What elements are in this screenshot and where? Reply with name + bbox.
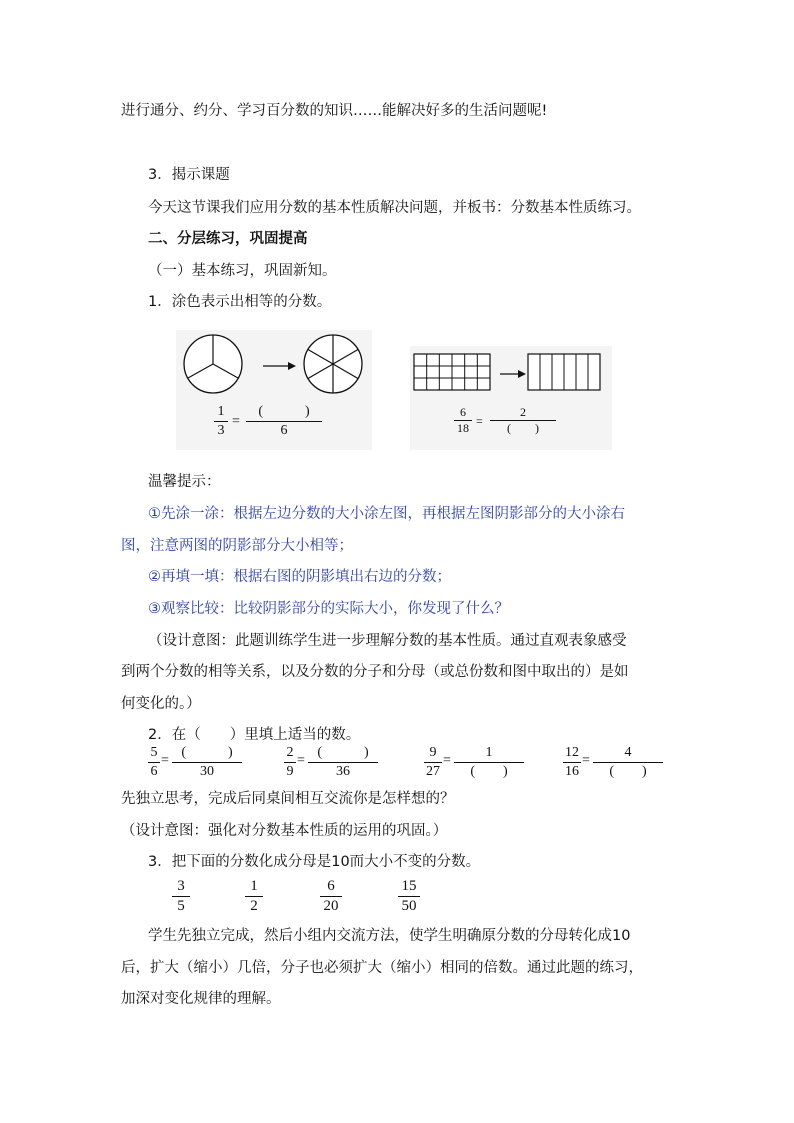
question-title: 3．把下面的分数化成分母是10而大小不变的分数。: [148, 854, 481, 870]
tip-line: 图，注意两图的阴影部分大小相等；: [121, 538, 353, 554]
fraction-item: [398, 878, 420, 915]
denominator: 18: [457, 421, 469, 435]
denominator: 2: [250, 898, 258, 914]
text-line: 学生先独立完成，然后小组内交流方法，使学生明确原分数的分母转化成10: [148, 928, 631, 944]
fraction-rhs: [454, 745, 524, 780]
fraction-bar: [563, 762, 581, 763]
fraction-lhs: [148, 745, 160, 780]
equals-sign: =: [297, 753, 305, 768]
design-note: （设计意图：此题训练学生进一步理解分数的基本性质。通过直观表象感受: [148, 633, 627, 649]
numerator: 1: [485, 745, 493, 760]
grid-figure: [410, 346, 612, 450]
denominator: 50: [401, 898, 417, 914]
fraction-bar: [245, 896, 263, 897]
fraction-bar: [308, 762, 378, 763]
fraction-rhs: [490, 406, 556, 435]
fraction-lhs: [284, 745, 296, 780]
numerator: 5: [150, 745, 158, 760]
question-title: 2．在（ ）里填上适当的数。: [148, 727, 361, 743]
equation-4: [563, 745, 667, 781]
numerator-blank: ( ): [317, 745, 369, 760]
equals-sign: =: [476, 414, 483, 428]
denominator: 6: [280, 423, 288, 438]
fraction-bar: [284, 762, 296, 763]
subsection-heading: （一）基本练习，巩固新知。: [148, 263, 337, 279]
tip-line: ③观察比较：比较阴影部分的实际大小，你发现了什么？: [148, 601, 509, 617]
fraction-rhs: [172, 745, 242, 780]
fraction-bar: [172, 896, 190, 897]
denominator: 20: [323, 898, 339, 914]
text-line: 先独立思考，完成后同桌间相互交流你是怎样想的？: [121, 791, 455, 807]
fraction-bar: [320, 896, 342, 897]
text-line: 后，扩大（缩小）几倍，分子也必须扩大（缩小）相同的倍数。通过此题的练习，: [121, 960, 643, 976]
fraction-rhs: [246, 404, 322, 439]
numerator: 12: [565, 745, 579, 760]
fraction-lhs: [214, 404, 228, 439]
equation-2: [284, 745, 384, 781]
section-heading: 3．揭示课题: [148, 167, 230, 183]
fraction-lhs: [454, 406, 472, 435]
denominator: 5: [177, 898, 185, 914]
fraction-lhs: [563, 745, 581, 780]
tip-line: ①先涂一涂：根据左边分数的大小涂左图，再根据左图阴影部分的大小涂右: [148, 506, 625, 522]
denominator: 6: [150, 764, 158, 779]
numerator: 6: [327, 878, 335, 894]
numerator: 2: [520, 405, 526, 419]
fraction-bar: [214, 421, 228, 422]
numerator-blank: ( ): [181, 745, 233, 760]
design-note: 何变化的。）: [121, 696, 201, 712]
fraction-item: [245, 878, 263, 915]
circle-figure: [176, 330, 372, 450]
denominator-blank: ( ): [507, 421, 539, 435]
text-line: 进行通分、约分、学习百分数的知识……能解决好多的生活问题呢!: [121, 103, 548, 119]
fraction-lhs: [424, 745, 442, 780]
numerator: 2: [286, 745, 294, 760]
fraction-rhs: [308, 745, 378, 780]
numerator: 15: [401, 878, 417, 894]
numerator: 4: [624, 745, 632, 760]
denominator-blank: ( ): [470, 764, 508, 779]
fraction-bar: [593, 762, 663, 763]
numerator: 3: [177, 878, 185, 894]
equals-sign: =: [232, 414, 240, 429]
numerator: 1: [217, 404, 225, 419]
numerator-blank: ( ): [258, 404, 310, 419]
numerator: 9: [429, 745, 437, 760]
equation-3: [424, 745, 528, 781]
denominator: 9: [286, 764, 294, 779]
denominator: 3: [217, 423, 225, 438]
section-heading: 二、分层练习，巩固提高: [148, 231, 308, 247]
tip-heading: 温馨提示：: [148, 474, 221, 490]
fraction-bar: [172, 762, 242, 763]
text-line: 今天这节课我们应用分数的基本性质解决问题，并板书：分数基本性质练习。: [148, 200, 641, 216]
tip-line: ②再填一填：根据右图的阴影填出右边的分数；: [148, 569, 451, 585]
text-line: 加深对变化规律的理解。: [121, 991, 281, 1007]
design-note: （设计意图：强化对分数基本性质的运用的巩固。）: [121, 823, 448, 839]
fraction-bar: [454, 762, 524, 763]
equals-sign: =: [443, 753, 451, 768]
fraction-rhs: [593, 745, 663, 780]
fraction-item: [320, 878, 342, 915]
fraction-bar: [398, 896, 420, 897]
equation-1: [148, 745, 248, 781]
question-title: 1．涂色表示出相等的分数。: [148, 294, 332, 310]
design-note: 到两个分数的相等关系，以及分数的分子和分母（或总份数和图中取出的）是如: [121, 664, 629, 680]
numerator: 1: [250, 878, 258, 894]
equals-sign: =: [161, 753, 169, 768]
fraction-item: [172, 878, 190, 915]
fraction-bar: [424, 762, 442, 763]
denominator: 36: [336, 764, 350, 779]
fraction-bar: [246, 421, 322, 422]
denominator: 27: [426, 764, 440, 779]
fraction-bar: [148, 762, 160, 763]
denominator: 30: [200, 764, 214, 779]
numerator: 6: [460, 405, 466, 419]
equals-sign: =: [582, 753, 590, 768]
denominator: 16: [565, 764, 579, 779]
denominator-blank: ( ): [609, 764, 647, 779]
